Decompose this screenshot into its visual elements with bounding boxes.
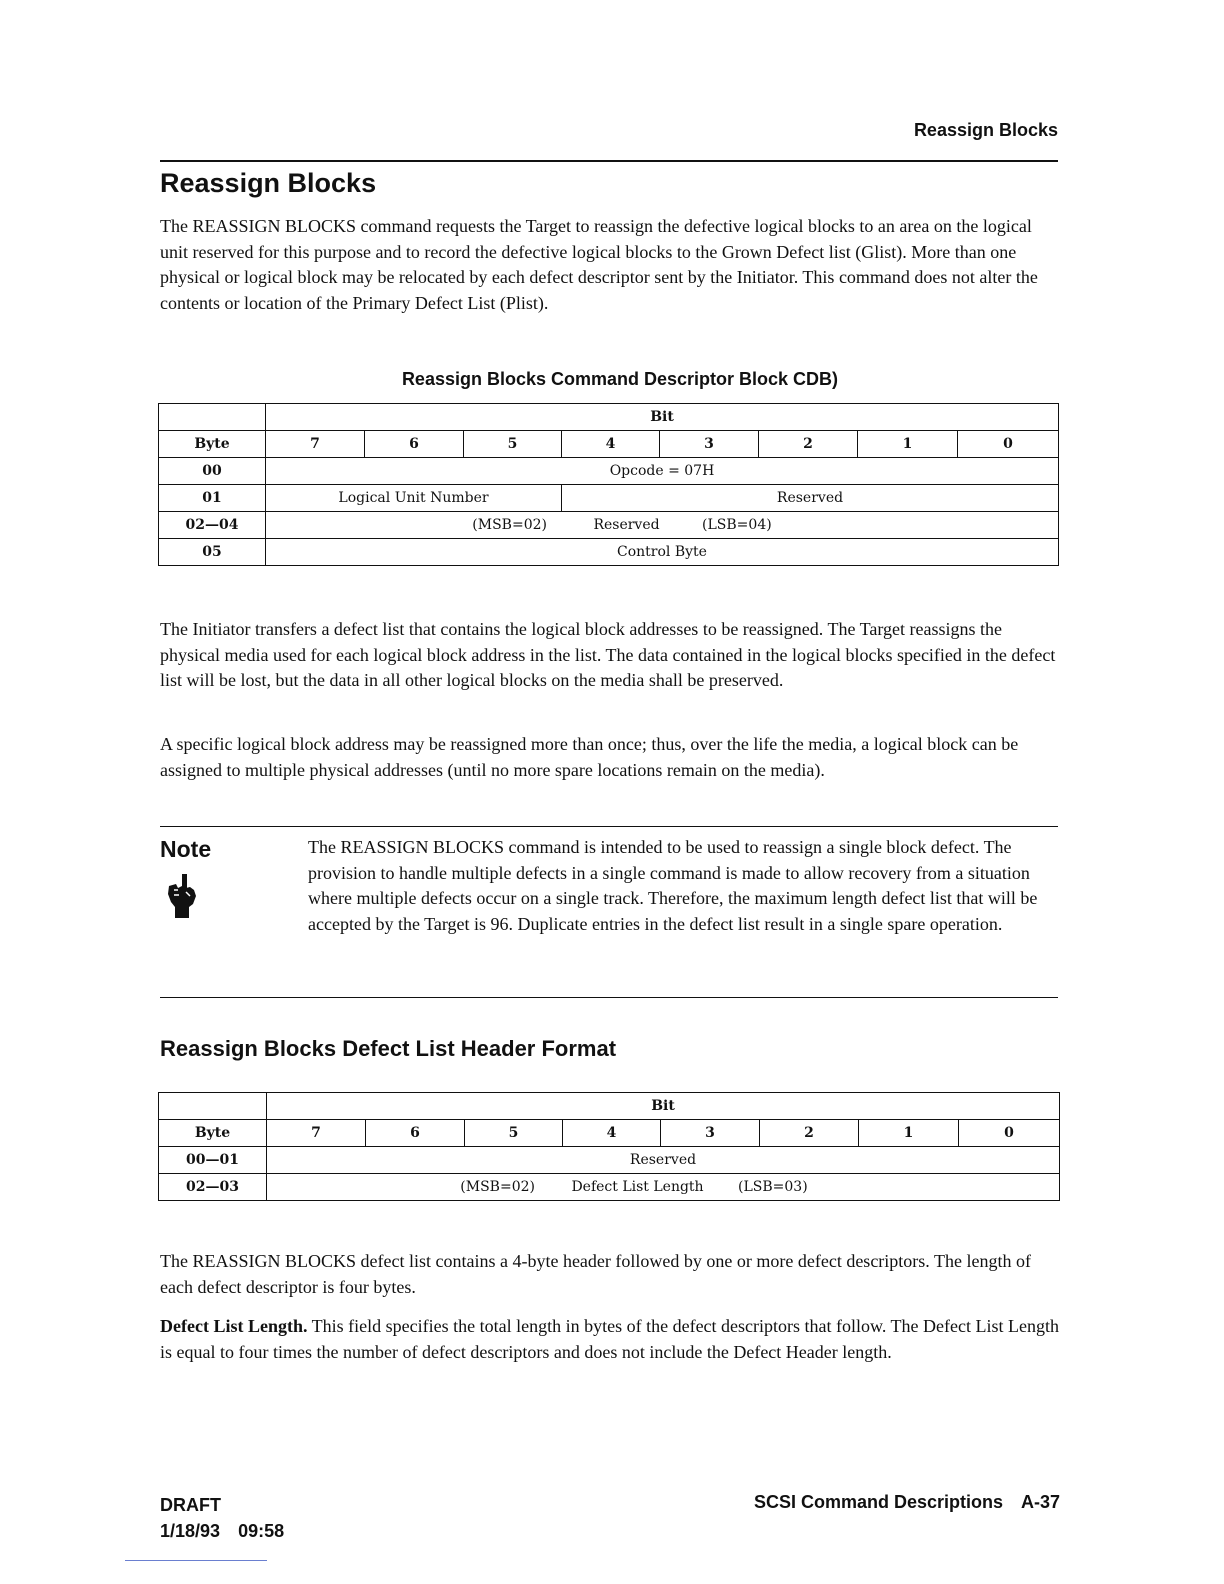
defect-list-length-paragraph: [160, 1314, 1060, 1365]
pointing-hand-icon: [166, 874, 200, 920]
footer-chapter: SCSI Command Descriptions: [753, 1492, 1003, 1512]
header-bit-2: 2: [760, 1120, 859, 1147]
table-row: [159, 539, 1059, 566]
table-row: [159, 1147, 1060, 1174]
opcode-cell: Opcode = 07H: [266, 458, 1059, 485]
byte-cell: 05: [159, 539, 266, 566]
defect-list-length-cell: [267, 1174, 1060, 1201]
cdb-table-caption: Reassign Blocks Command Descriptor Block CDB): [401, 369, 839, 389]
reserved-cell: Reserved: [562, 485, 1059, 512]
defect-list-length-field: Defect List Length: [571, 1179, 704, 1195]
byte-cell: 02—04: [159, 512, 266, 539]
cdb-bit-3: 3: [660, 431, 759, 458]
byte-cell: 01: [159, 485, 266, 512]
cdb-bit-5: 5: [464, 431, 562, 458]
cdb-bit-0: 0: [958, 431, 1059, 458]
defect-list-length-term: Defect List Length.: [160, 1316, 308, 1336]
msb-label: (MSB=02): [472, 517, 547, 533]
cdb-bit-1: 1: [858, 431, 958, 458]
byte-cell: 00—01: [159, 1147, 267, 1174]
header-bit-4: 4: [563, 1120, 661, 1147]
running-header: Reassign Blocks: [913, 120, 1058, 140]
defect-list-paragraph: The REASSIGN BLOCKS defect list contains a 4-byte header followed by one or more defect descriptors. The length of each defect descriptor is four bytes.: [160, 1251, 1031, 1297]
table-row: [159, 1174, 1060, 1201]
control-byte-cell: Control Byte: [266, 539, 1059, 566]
lsb-label: (LSB=03): [738, 1179, 808, 1195]
cdb-bit-4: 4: [562, 431, 660, 458]
page-number: A-37: [1020, 1492, 1060, 1512]
byte-cell: 02—03: [159, 1174, 267, 1201]
address-field: Reserved: [593, 517, 660, 533]
footer-time: 09:58: [238, 1521, 285, 1541]
byte-cell: 00: [159, 458, 266, 485]
intro-paragraph: The REASSIGN BLOCKS command requests the Target to reassign the defective logical blocks to an area on the logical unit reserved for this purpose and to record the defective logical blocks to the Grown Defect list (Glist). More than one physical or logical block may be relocated by each defect descriptor sent by the Initiator. This command does not alter the contents or location of the Primary Defect List (Plist).: [160, 216, 1038, 313]
msb-label: (MSB=02): [460, 1179, 535, 1195]
defect-list-length-description: This field specifies the total length in bytes of the defect descriptors that follow. The Defect List Length is equal to four times the number of defect descriptors and does not include the Defect Header length.: [160, 1316, 1059, 1362]
cdb-corner-cell: [159, 404, 266, 431]
cdb-table: [158, 403, 1059, 566]
cdb-bit-header: Bit: [266, 404, 1059, 431]
header-bit-0: 0: [959, 1120, 1060, 1147]
table-row: [159, 485, 1059, 512]
cdb-byte-header: Byte: [159, 431, 266, 458]
bottom-edge-line: [125, 1560, 267, 1561]
footer-page-info: [700, 1492, 1060, 1513]
footer-status: DRAFT: [160, 1495, 221, 1515]
note-label: Note: [160, 836, 212, 862]
initiator-paragraph: The Initiator transfers a defect list that contains the logical block addresses to be reassigned. The Target reassigns the physical media used for each logical block address in the list. The data contained in the logical blocks specified in the defect list will be lost, but the data in all other logical blocks on the media shall be preserved.: [160, 619, 1056, 690]
lsb-label: (LSB=04): [702, 517, 772, 533]
header-bit-3: 3: [661, 1120, 760, 1147]
cdb-bit-2: 2: [759, 431, 858, 458]
section-title: Reassign Blocks: [160, 168, 377, 198]
header-bit-7: 7: [267, 1120, 366, 1147]
note-text: The REASSIGN BLOCKS command is intended to be used to reassign a single block defect. The provision to handle multiple defects in a single command is made to allow recovery from a situation where multiple defects occur on a single track. Therefore, the maximum length defect list that will be accepted by the Target is 96. Duplicate entries in the defect list result in a single spare operation.: [308, 837, 1038, 934]
cdb-bit-7: 7: [266, 431, 365, 458]
header-format-title: Reassign Blocks Defect List Header Format: [160, 1036, 617, 1061]
header-format-table: [158, 1092, 1060, 1201]
address-cell: [266, 512, 1059, 539]
header-corner-cell: [159, 1093, 267, 1120]
header-byte-header: Byte: [159, 1120, 267, 1147]
reassign-paragraph: A specific logical block address may be reassigned more than once; thus, over the life the media, a logical block can be assigned to multiple physical addresses (until no more spare locations remain on the media).: [160, 734, 1019, 780]
header-rule: [160, 160, 1058, 162]
header-bit-header: Bit: [267, 1093, 1060, 1120]
cdb-bit-6: 6: [365, 431, 464, 458]
header-bit-5: 5: [465, 1120, 563, 1147]
lun-cell: Logical Unit Number: [266, 485, 562, 512]
header-bit-6: 6: [366, 1120, 465, 1147]
note-top-rule: [160, 826, 1058, 827]
note-bottom-rule: [160, 997, 1058, 998]
table-row: [159, 458, 1059, 485]
reserved-cell: Reserved: [267, 1147, 1060, 1174]
footer-draft-info: [160, 1492, 284, 1544]
footer-date-line: [160, 1518, 284, 1544]
table-row: [159, 512, 1059, 539]
header-bit-1: 1: [859, 1120, 959, 1147]
footer-date: 1/18/93: [160, 1521, 221, 1541]
